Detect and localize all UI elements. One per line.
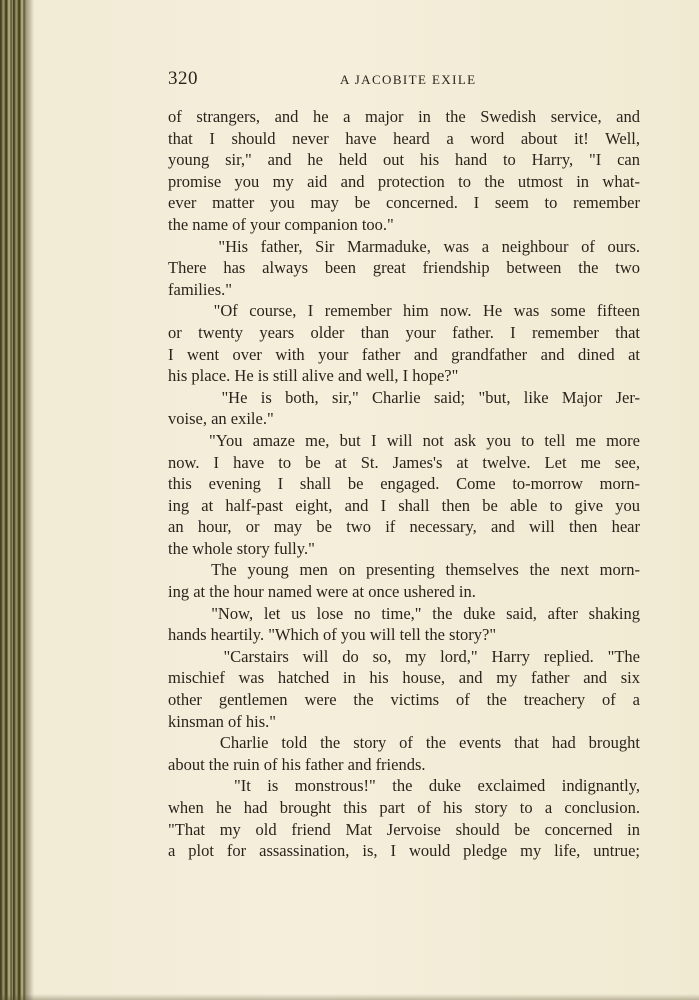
page-bottom-shadow (0, 994, 699, 1000)
body-text (168, 106, 640, 862)
text-line: "You amaze me, but I will not ask you to tell me more (168, 430, 640, 450)
book-binding (0, 0, 26, 1000)
text-line: other gentlemen were the victims of the treachery of a (168, 690, 640, 710)
text-line: "It is monstrous!" the duke exclaimed indignantly, (168, 776, 640, 796)
text-line: "Carstairs will do so, my lord," Harry replied. "The (168, 646, 640, 666)
text-line: about the ruin of his father and friends. (168, 754, 426, 774)
page-number: 320 (168, 68, 198, 89)
text-line: this evening I shall be engaged. Come to-morrow morn- (168, 474, 640, 494)
text-line: the name of your companion too." (168, 214, 394, 234)
text-line: an hour, or may be two if necessary, and will then hear (168, 517, 640, 537)
binding-shadow (26, 0, 34, 1000)
text-line: ever matter you may be concerned. I seem to remember (168, 193, 640, 213)
text-line: or twenty years older than your father. I remember that (168, 322, 640, 342)
text-line: ing at half-past eight, and I shall then be able to give you (168, 495, 640, 515)
text-line: "He is both, sir," Charlie said; "but, like Major Jer- (168, 387, 640, 407)
text-line: families." (168, 279, 233, 299)
text-line: "Now, let us lose no time," the duke said, after shaking (168, 603, 640, 623)
running-head (168, 68, 640, 94)
text-line: of strangers, and he a major in the Swedish service, and (168, 107, 640, 126)
text-line: the whole story fully." (168, 538, 315, 558)
text-line: kinsman of his." (168, 711, 277, 731)
text-line: that I should never have heard a word about it! Well, (168, 128, 640, 148)
text-line: voise, an exile." (168, 409, 274, 429)
text-line: young sir," and he held out his hand to Harry, "I can (168, 150, 640, 170)
text-line: hands heartily. "Which of you will tell the story?" (168, 625, 497, 645)
text-line: I went over with your father and grandfather and dined at (168, 344, 640, 364)
text-line: "His father, Sir Marmaduke, was a neighbour of ours. (168, 236, 640, 256)
text-line: There has always been great friendship between the two (168, 258, 640, 278)
text-line: now. I have to be at St. James's at twelve. Let me see, (168, 452, 640, 472)
text-line: when he had brought this part of his story to a conclusion. (168, 798, 640, 817)
text-line: mischief was hatched in his house, and my father and six (168, 668, 640, 688)
text-line: ing at the hour named were at once ushered in. (168, 582, 476, 602)
text-line: "Of course, I remember him now. He was some fifteen (168, 301, 640, 321)
text-line: promise you my aid and protection to the utmost in what- (168, 171, 640, 191)
running-title: A JACOBITE EXILE (340, 72, 477, 87)
text-line: a plot for assassination, is, I would pledge my life, untrue; (168, 841, 640, 861)
text-line: "That my old friend Mat Jervoise should be concerned in (168, 819, 640, 839)
text-line: Charlie told the story of the events that had brought (168, 733, 640, 753)
text-line: The young men on presenting themselves the next morn- (168, 560, 640, 580)
text-line: his place. He is still alive and well, I hope?" (168, 366, 459, 386)
